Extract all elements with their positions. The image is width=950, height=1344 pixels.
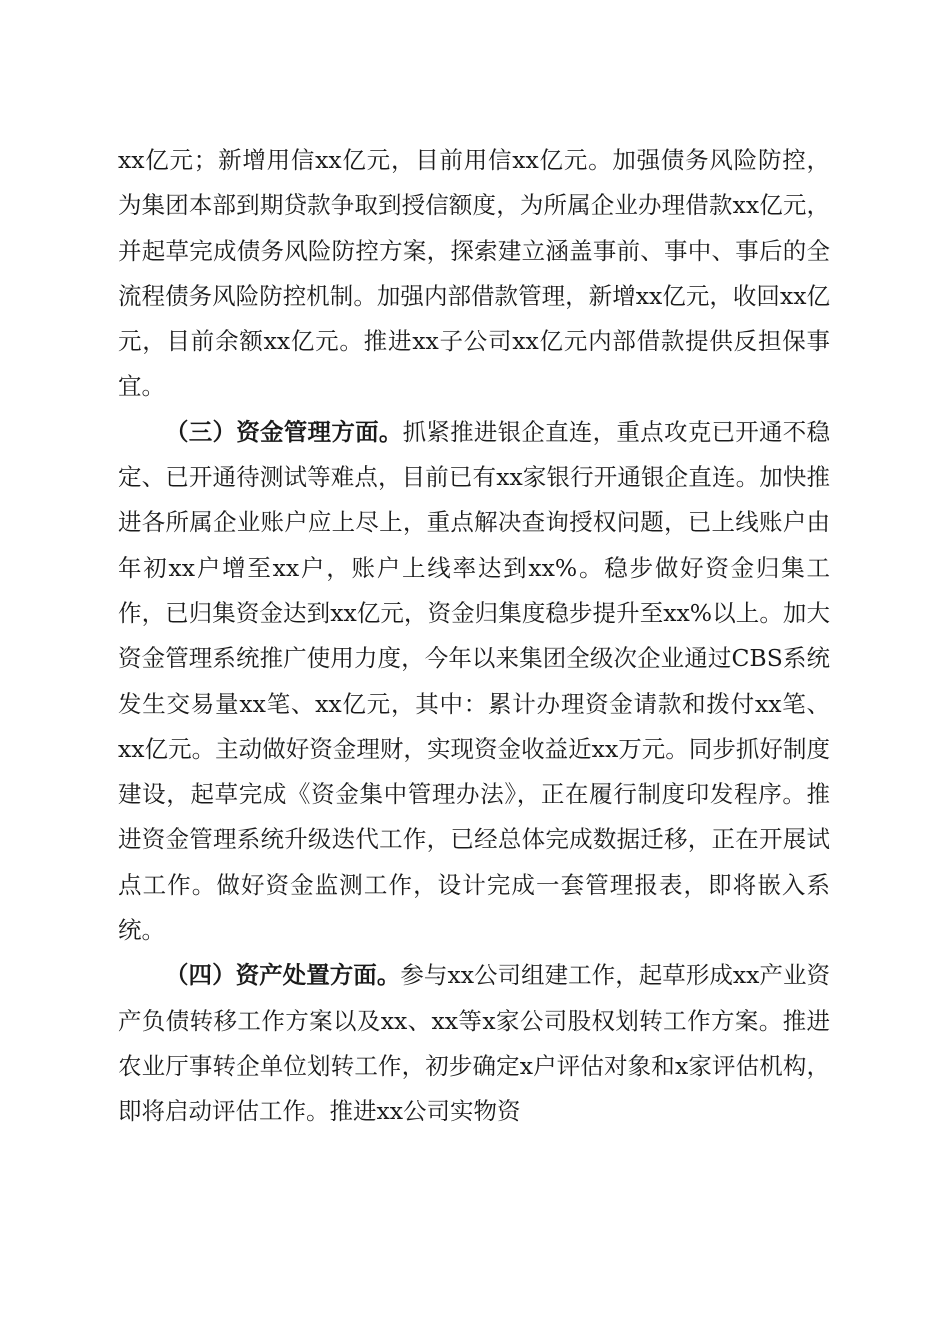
section-heading-fund-management: （三）资金管理方面。	[165, 417, 403, 446]
paragraph-fund-management	[118, 410, 830, 954]
paragraph-debt-continuation	[118, 138, 830, 410]
document-body	[118, 138, 830, 1135]
section-heading-asset-disposal: （四）资产处置方面。	[165, 961, 401, 990]
paragraph-body: 参与xx公司组建工作，起草形成xx产业资产负债转移工作方案以及xx、xx等x家公司股权划转工作方案。推进农业厅事转企单位划转工作，初步确定x户评估对象和x家评估机构，即将启动评估工作。推进xx公司实物资	[118, 961, 831, 1126]
paragraph-asset-disposal	[118, 953, 830, 1134]
paragraph-body: xx亿元；新增用信xx亿元，目前用信xx亿元。加强债务风险防控，为集团本部到期贷款争取到授信额度，为所属企业办理借款xx亿元，并起草完成债务风险防控方案，探索建立涵盖事前、事中、事后的全流程债务风险防控机制。加强内部借款管理，新增xx亿元，收回xx亿元，目前余额xx亿元。推进xx子公司xx亿元内部借款提供反担保事宜。	[118, 146, 830, 401]
paragraph-body: 抓紧推进银企直连，重点攻克已开通不稳定、已开通待测试等难点，目前已有xx家银行开通银企直连。加快推进各所属企业账户应上尽上，重点解决查询授权问题，已上线账户由年初xx户增至xx户，账户上线率达到xx%。稳步做好资金归集工作，已归集资金达到xx亿元，资金归集度稳步提升至xx%以上。加大资金管理系统推广使用力度，今年以来集团全级次企业通过CBS系统发生交易量xx笔、xx亿元，其中：累计办理资金请款和拨付xx笔、xx亿元。主动做好资金理财，实现资金收益近xx万元。同步抓好制度建设，起草完成《资金集中管理办法》，正在履行制度印发程序。推进资金管理系统升级迭代工作，已经总体完成数据迁移，正在开展试点工作。做好资金监测工作，设计完成一套管理报表，即将嵌入系统。	[118, 417, 831, 945]
